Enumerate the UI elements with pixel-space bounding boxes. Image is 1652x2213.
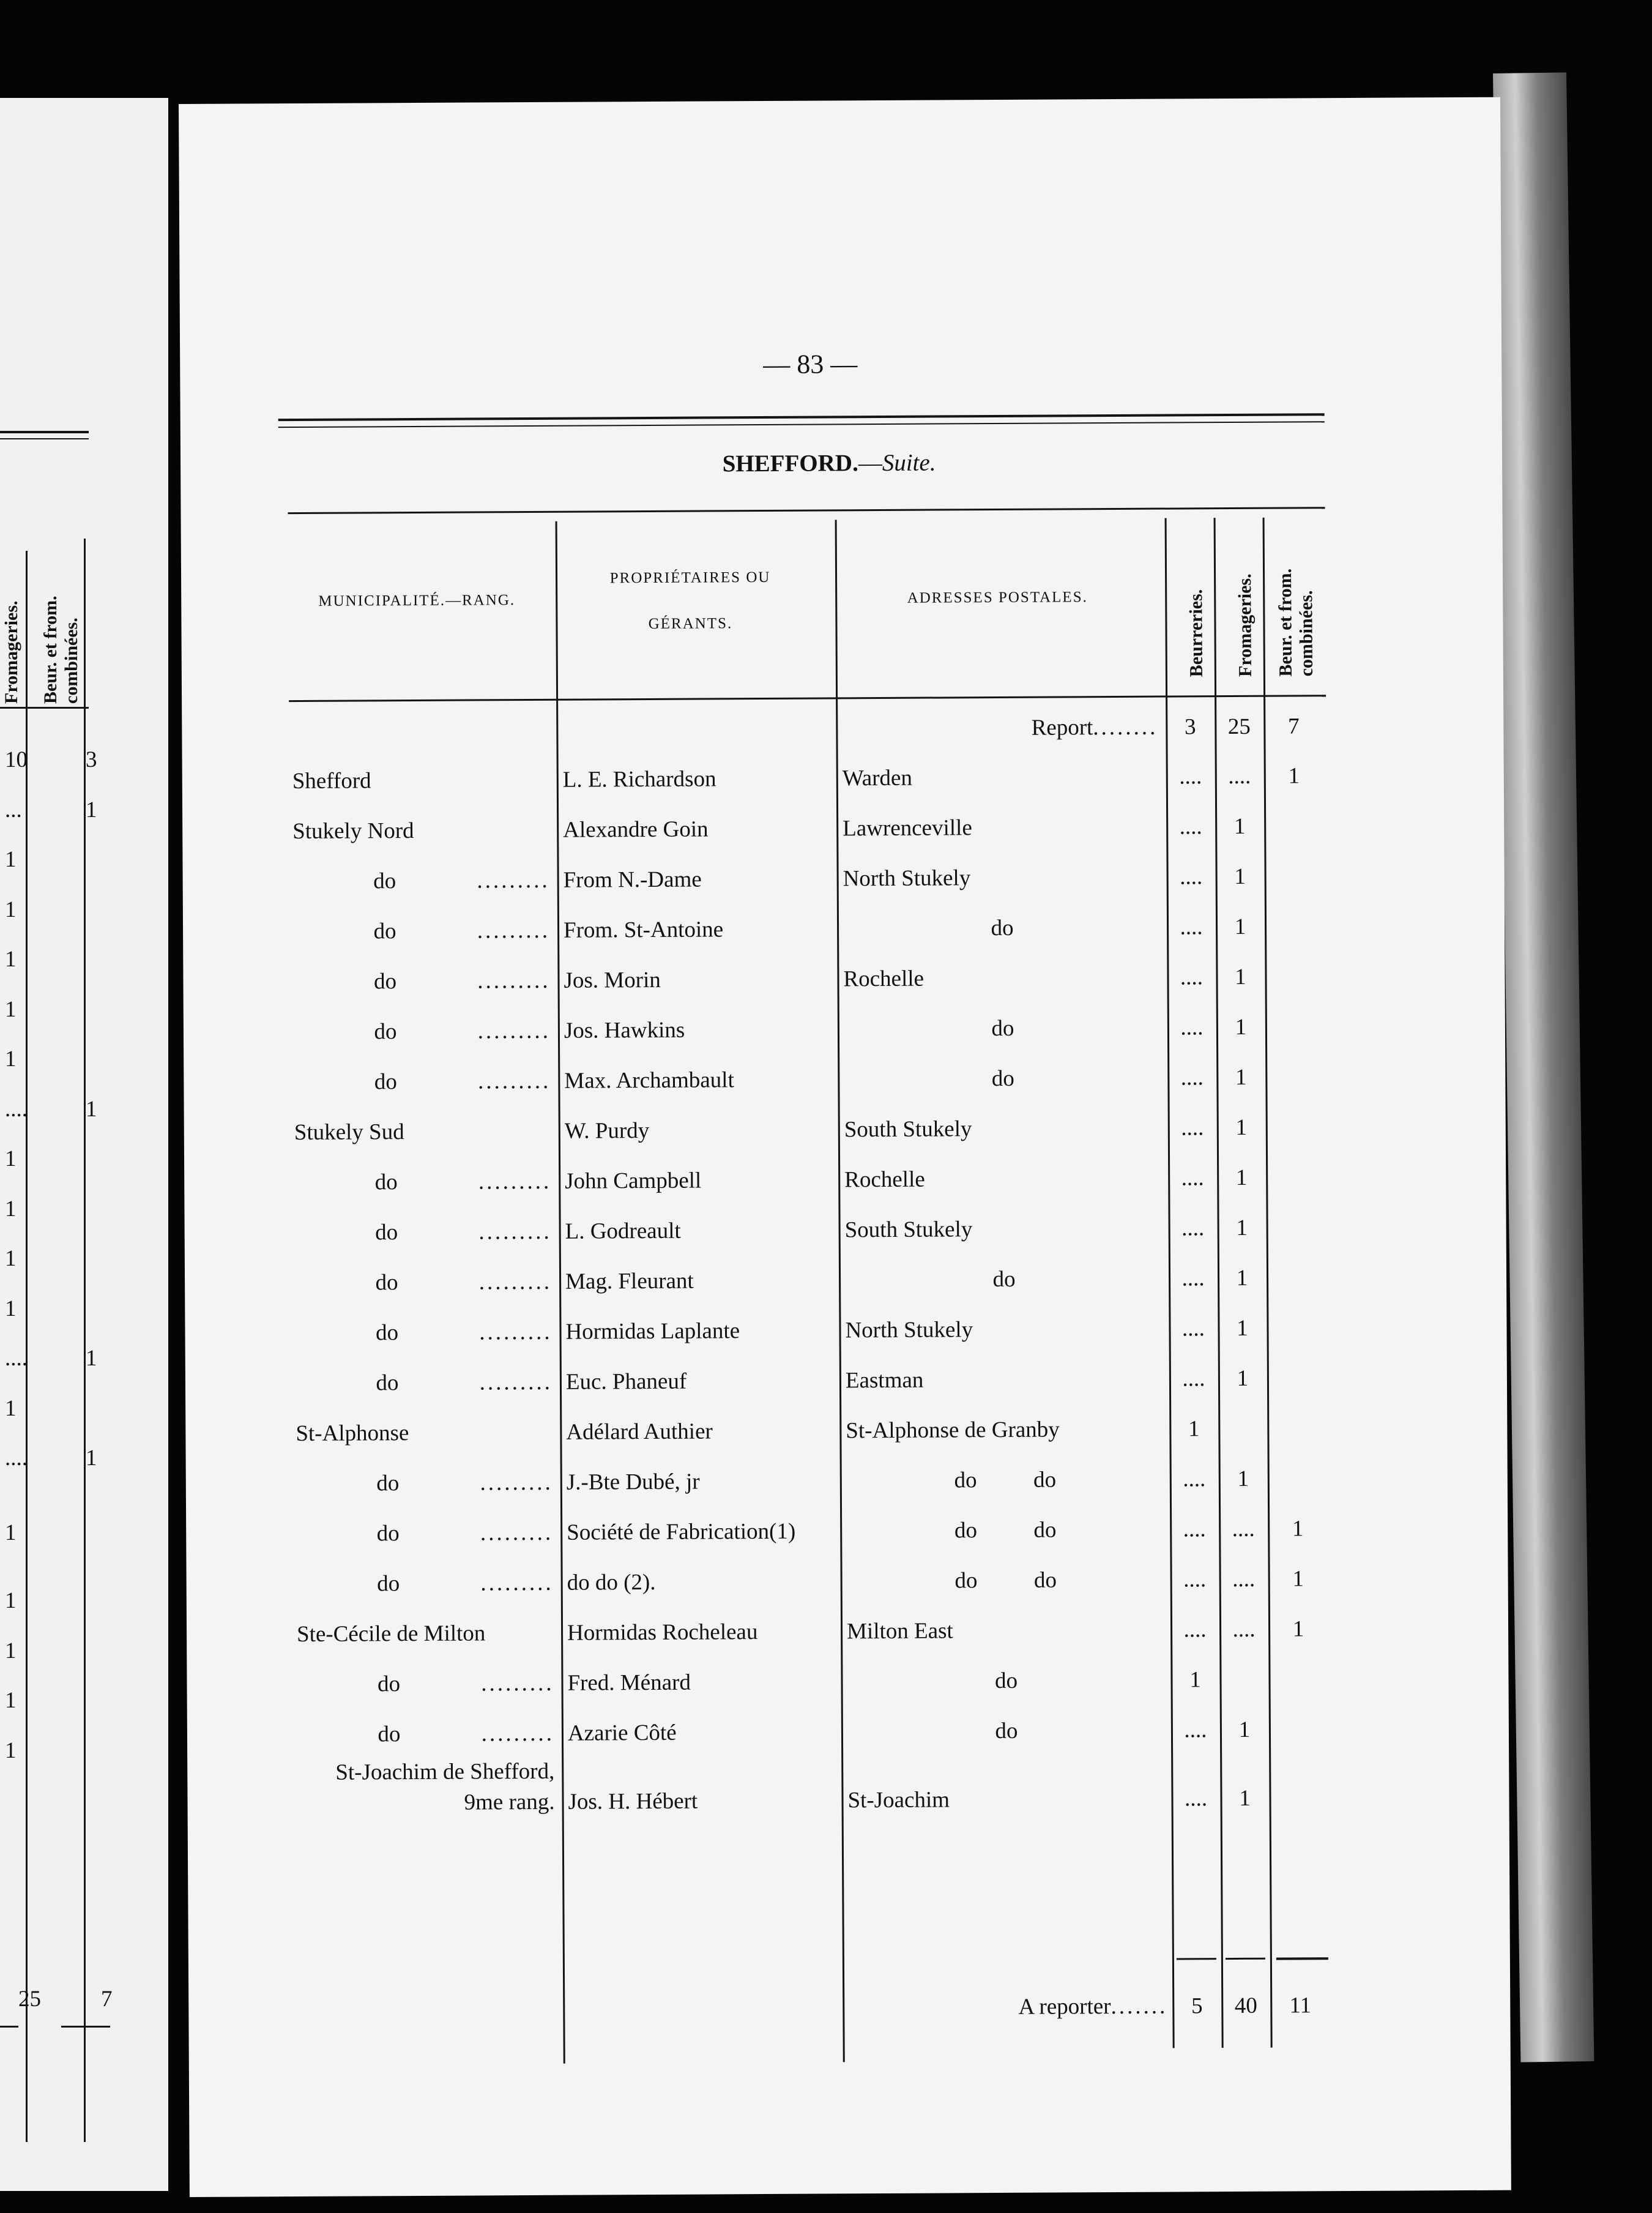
row-municipality-leader: .........: [478, 1269, 553, 1295]
row-beurreries: ....: [1181, 1266, 1205, 1291]
left-row-fromageries: 1: [5, 847, 17, 872]
row-fromageries: 1: [1234, 914, 1246, 939]
left-header-combinees-1: Beur. et from.: [40, 595, 61, 704]
left-column-divider-2: [84, 539, 86, 2142]
row-municipality-leader: .........: [480, 1570, 554, 1596]
row-municipality: St-Alphonse: [296, 1420, 409, 1447]
row-address: St-Alphonse de Granby: [846, 1417, 1060, 1444]
row-beurreries: ....: [1184, 1786, 1208, 1812]
section-title-dash: —: [858, 449, 882, 477]
row-municipality: St-Joachim de Shefford,: [335, 1758, 555, 1785]
left-row-fromageries: 1: [5, 1737, 17, 1763]
row-owner: L. E. Richardson: [562, 766, 716, 793]
left-row-fromageries: ....: [5, 1346, 28, 1371]
header-municipalite: MUNICIPALITÉ.—RANG.: [318, 592, 516, 610]
left-header-rule: [0, 431, 89, 433]
row-owner: Jos. H. Hébert: [568, 1788, 698, 1815]
row-beurreries: ....: [1181, 1316, 1205, 1342]
row-municipality: do: [375, 1220, 398, 1245]
header-bottom-rule: [289, 695, 1326, 702]
row-fromageries: 1: [1235, 1165, 1248, 1190]
left-total-fromageries: 25: [18, 1987, 41, 2012]
row-beurreries: ....: [1179, 814, 1202, 840]
left-row-combinees: 1: [86, 797, 97, 823]
row-owner: From. St-Antoine: [563, 917, 724, 943]
col-divider-address: [835, 520, 845, 2062]
row-beurreries: 1: [1189, 1667, 1201, 1693]
row-combinees: 1: [1292, 1566, 1304, 1592]
row-municipality-leader: .........: [481, 1720, 555, 1747]
row-owner: W. Purdy: [564, 1118, 650, 1144]
left-total-combinees: 7: [101, 1987, 113, 2012]
row-fromageries: 1: [1236, 1265, 1248, 1291]
row-fromageries: 1: [1235, 1014, 1247, 1040]
row-beurreries: ....: [1183, 1617, 1207, 1643]
row-beurreries: ....: [1180, 965, 1204, 990]
row-municipality: Ste-Cécile de Milton: [296, 1621, 486, 1648]
header-combinees-2: combinées.: [1296, 590, 1317, 677]
row-fromageries: ....: [1228, 763, 1251, 789]
row-fromageries: ....: [1232, 1566, 1256, 1592]
row-address: Lawrenceville: [843, 815, 972, 842]
left-row-fromageries: ....: [5, 1446, 28, 1471]
row-address: do do: [954, 1517, 1057, 1543]
row-address: do: [994, 1668, 1018, 1694]
row-fromageries: 1: [1237, 1466, 1249, 1491]
row-municipality-leader: .........: [479, 1319, 553, 1345]
left-row-combinees: 1: [86, 1446, 97, 1471]
total-combinees: 11: [1289, 1993, 1312, 2018]
row-municipality-leader: .........: [477, 1018, 551, 1044]
left-row-fromageries: 1: [5, 996, 17, 1022]
row-address: Rochelle: [843, 966, 925, 992]
row-address: do do: [954, 1467, 1057, 1493]
left-header-combinees-2: combinées.: [61, 618, 81, 704]
row-beurreries: ....: [1180, 864, 1203, 890]
row-municipality: do: [375, 1320, 399, 1346]
row-beurreries: ....: [1183, 1567, 1207, 1592]
row-municipality-line2: 9me rang.: [464, 1789, 555, 1815]
row-address: do do: [954, 1567, 1057, 1594]
left-row-fromageries: ...: [5, 797, 22, 823]
header-beurreries: Beurreries.: [1186, 589, 1207, 677]
left-page-fragment: [0, 98, 168, 2191]
row-owner: Fred. Ménard: [567, 1670, 691, 1696]
header-combinees-1: Beur. et from.: [1274, 568, 1296, 677]
row-municipality: do: [377, 1571, 400, 1597]
row-address: do: [991, 915, 1014, 941]
row-address: Milton East: [846, 1618, 953, 1644]
row-beurreries: ....: [1181, 1115, 1204, 1141]
row-municipality-leader: .........: [477, 917, 551, 944]
row-owner: Hormidas Laplante: [565, 1318, 740, 1345]
left-row-combinees: 1: [86, 1346, 97, 1371]
row-fromageries: ....: [1232, 1516, 1255, 1542]
left-row-fromageries: 1: [5, 1246, 17, 1271]
row-fromageries: 1: [1235, 1064, 1247, 1090]
left-row-fromageries: 1: [5, 1047, 17, 1072]
row-owner: Azarie Côté: [567, 1720, 677, 1746]
row-fromageries: 1: [1237, 1315, 1248, 1341]
row-municipality: Stukely Sud: [294, 1119, 404, 1146]
total-leader: .......: [1111, 1993, 1168, 2020]
row-owner: Société de Fabrication(1): [567, 1518, 796, 1545]
row-municipality: do: [374, 1019, 397, 1045]
row-municipality-leader: .........: [481, 1670, 554, 1696]
table-top-rule: [288, 507, 1325, 514]
left-total-rule-2: [61, 2026, 110, 2028]
left-row-fromageries: 10: [5, 747, 28, 772]
section-title: SHEFFORD.: [722, 450, 858, 477]
report-row-label: [839, 714, 1158, 743]
row-municipality-leader: .........: [477, 968, 551, 994]
left-row-fromageries: 1: [5, 1638, 17, 1663]
row-owner: Jos. Morin: [564, 967, 661, 993]
total-row-label: [846, 1993, 1167, 2022]
total-rule-combinees: [1276, 1957, 1328, 1960]
total-beurreries: 5: [1191, 1993, 1203, 2019]
report-fromageries: 25: [1227, 714, 1251, 740]
row-municipality: do: [377, 1671, 401, 1697]
col-divider-owner: [556, 521, 565, 2064]
row-address: North Stukely: [845, 1317, 973, 1343]
header-fromageries: Fromageries.: [1235, 573, 1256, 677]
page-number: — 83 —: [763, 349, 858, 380]
row-municipality: do: [375, 1270, 398, 1296]
row-owner: Euc. Phaneuf: [565, 1368, 687, 1395]
row-fromageries: 1: [1235, 964, 1246, 990]
row-owner: From N.-Dame: [563, 867, 702, 893]
left-header-rule-thin: [0, 438, 89, 439]
header-adresses: ADRESSES POSTALES.: [907, 589, 1088, 606]
header-proprietaires-2: GÉRANTS.: [648, 615, 733, 632]
row-owner: Jos. Hawkins: [564, 1017, 685, 1043]
row-address: Eastman: [845, 1367, 924, 1394]
row-beurreries: ....: [1184, 1717, 1207, 1743]
row-address: St-Joachim: [847, 1787, 950, 1813]
left-header-bottom-rule: [0, 707, 89, 709]
total-rule-fromageries: [1226, 1958, 1265, 1960]
left-row-fromageries: ....: [5, 1096, 28, 1122]
header-proprietaires-1: PROPRIÉTAIRES OU: [609, 569, 771, 587]
row-beurreries: ....: [1183, 1517, 1206, 1542]
row-owner: L. Godreault: [565, 1218, 681, 1244]
row-fromageries: ....: [1232, 1616, 1256, 1643]
row-fromageries: 1: [1239, 1785, 1251, 1811]
top-double-rule-thin: [278, 421, 1325, 428]
row-municipality-leader: .........: [480, 1520, 554, 1546]
row-fromageries: 1: [1235, 1114, 1248, 1140]
row-municipality: do: [374, 1170, 398, 1195]
report-combinees: 7: [1287, 714, 1300, 739]
row-address: do: [991, 1015, 1014, 1042]
row-address: do: [992, 1266, 1016, 1293]
row-address: South Stukely: [844, 1116, 972, 1143]
row-owner: do do (2).: [567, 1569, 656, 1595]
row-beurreries: ....: [1183, 1466, 1206, 1492]
main-page: [179, 97, 1511, 2197]
row-municipality: do: [376, 1370, 399, 1396]
row-owner: Alexandre Goin: [563, 816, 709, 843]
row-municipality: do: [376, 1521, 400, 1547]
row-fromageries: 1: [1234, 864, 1246, 889]
row-municipality: Shefford: [292, 768, 371, 794]
row-municipality-leader: .........: [479, 1369, 553, 1395]
left-header-fromageries: Fromageries.: [1, 600, 21, 704]
row-municipality: do: [376, 1471, 400, 1496]
row-municipality-leader: .........: [480, 1469, 553, 1496]
row-combinees: 1: [1292, 1516, 1304, 1542]
left-row-fromageries: 1: [5, 1196, 17, 1222]
report-leader: ........: [1093, 714, 1158, 741]
row-combinees: 1: [1288, 763, 1300, 789]
row-municipality: do: [378, 1722, 401, 1747]
left-row-combinees: 3: [86, 747, 97, 772]
row-address: Warden: [842, 765, 913, 791]
total-label: A reporter: [1018, 1994, 1111, 2020]
row-owner: John Campbell: [565, 1168, 702, 1194]
row-municipality: do: [373, 868, 396, 894]
row-fromageries: 1: [1236, 1215, 1248, 1241]
row-owner: J.-Bte Dubé, jr: [566, 1469, 700, 1495]
report-label: Report: [1031, 715, 1093, 741]
row-beurreries: ....: [1180, 914, 1203, 940]
left-row-fromageries: 1: [5, 1395, 17, 1421]
left-row-fromageries: 1: [5, 1688, 17, 1713]
row-beurreries: ....: [1180, 1065, 1204, 1091]
row-municipality: do: [374, 1069, 397, 1095]
row-owner: Max. Archambault: [564, 1067, 734, 1094]
row-address: do: [995, 1718, 1018, 1744]
row-municipality: Stukely Nord: [292, 818, 414, 845]
row-beurreries: ....: [1181, 1165, 1204, 1191]
row-owner: Adélard Authier: [566, 1419, 713, 1445]
row-municipality-leader: .........: [478, 1068, 551, 1094]
row-beurreries: ....: [1179, 764, 1202, 789]
row-address: Rochelle: [844, 1166, 925, 1193]
left-row-fromageries: 1: [5, 897, 17, 922]
left-row-fromageries: 1: [5, 1296, 17, 1321]
row-municipality-leader: .........: [478, 1218, 552, 1245]
top-double-rule: [278, 413, 1325, 421]
left-total-rule: [0, 2026, 18, 2028]
left-row-fromageries: 1: [5, 1520, 17, 1545]
row-beurreries: ....: [1180, 1015, 1204, 1040]
row-fromageries: 1: [1238, 1717, 1251, 1742]
row-fromageries: 1: [1237, 1365, 1249, 1391]
left-row-fromageries: 1: [5, 1146, 17, 1171]
total-rule-beurreries: [1177, 1958, 1216, 1960]
row-beurreries: ....: [1181, 1215, 1205, 1241]
row-address: South Stukely: [844, 1217, 973, 1243]
row-municipality: do: [373, 969, 397, 995]
row-municipality: do: [373, 919, 396, 944]
row-owner: Mag. Fleurant: [565, 1268, 694, 1294]
row-address: do: [991, 1065, 1014, 1092]
row-municipality-leader: .........: [478, 1168, 552, 1195]
row-fromageries: 1: [1233, 813, 1246, 839]
left-row-fromageries: 1: [5, 1588, 17, 1613]
left-row-fromageries: 1: [5, 947, 17, 972]
row-combinees: 1: [1292, 1616, 1304, 1642]
row-municipality-leader: .........: [477, 867, 550, 894]
report-beurreries: 3: [1184, 714, 1196, 740]
row-address: North Stukely: [843, 865, 971, 892]
section-title-wrap: [523, 448, 1135, 479]
row-beurreries: ....: [1182, 1366, 1205, 1392]
total-fromageries: 40: [1234, 1993, 1257, 2019]
left-row-combinees: 1: [86, 1096, 97, 1122]
section-suffix: Suite.: [882, 449, 936, 476]
row-owner: Hormidas Rocheleau: [567, 1619, 758, 1646]
row-beurreries: 1: [1188, 1416, 1200, 1442]
